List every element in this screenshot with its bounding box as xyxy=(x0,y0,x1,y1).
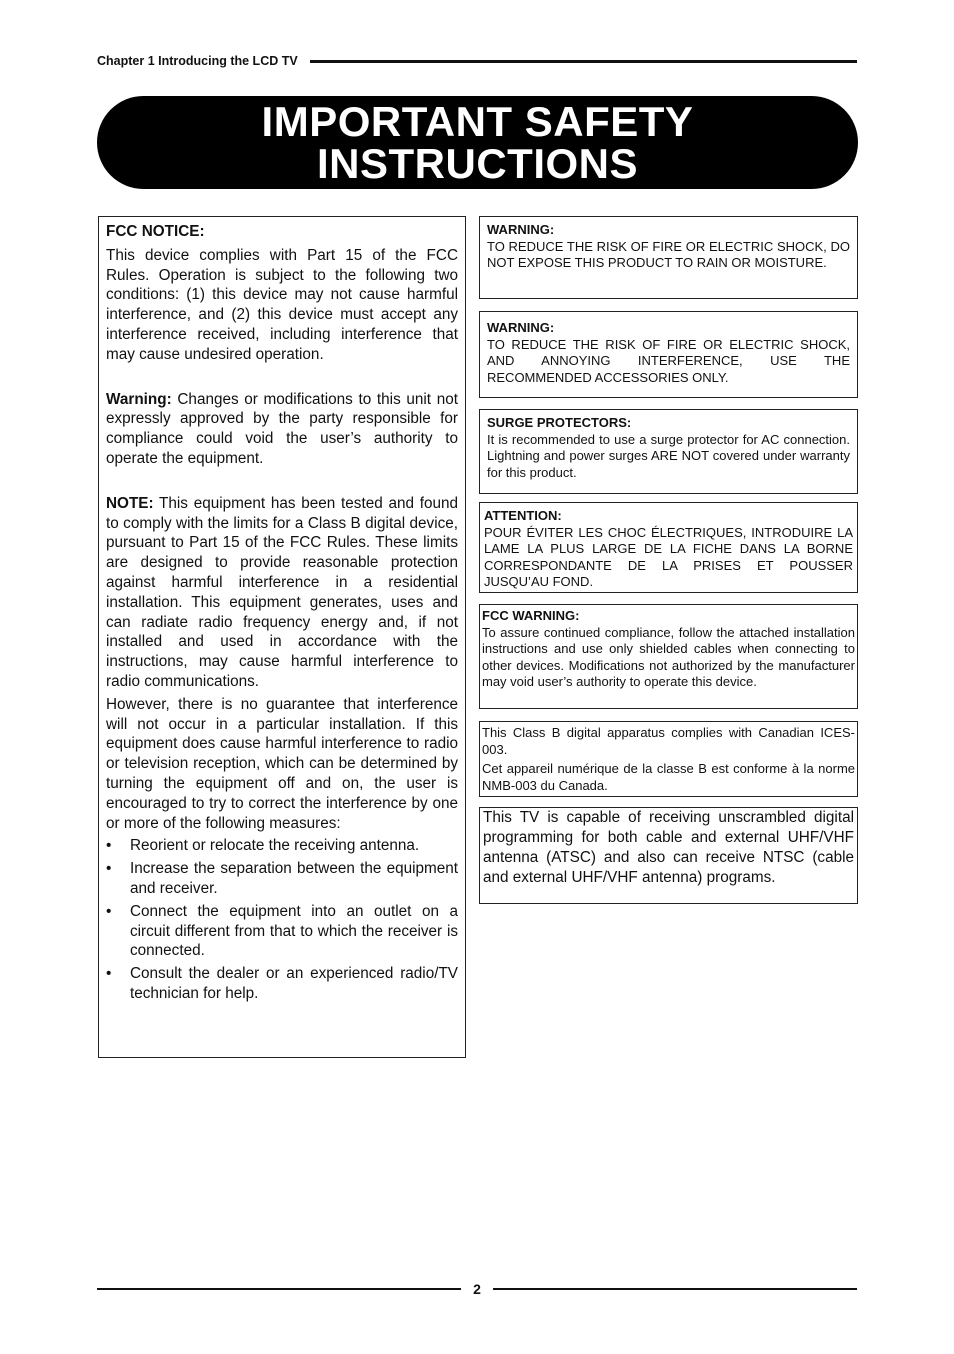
header-rule xyxy=(310,60,857,63)
attention-box xyxy=(479,502,858,593)
tv-capability-text: This TV is capable of receiving unscrambled digital programming for both cable and external UHF/VHF antenna (ATSC) and also can receive NTSC (cable and external UHF/VHF antenna) programs. xyxy=(483,809,854,886)
note-paragraph xyxy=(106,494,458,692)
canada-en: This Class B digital apparatus complies with Canadian ICES-003. xyxy=(482,725,855,757)
page-footer xyxy=(97,1280,857,1298)
fcc-notice-body: This device complies with Part 15 of the FCC Rules. Operation is subject to the following two conditions: (1) this device may not cause harmful interference, and (2) this device must accept any interference received, including interference that may cause undesired operation. xyxy=(106,246,458,363)
banner-line-1: IMPORTANT SAFETY xyxy=(261,97,694,145)
warning-rain-body: TO REDUCE THE RISK OF FIRE OR ELECTRIC SHOCK, DO NOT EXPOSE THIS PRODUCT TO RAIN OR MOISTURE. xyxy=(487,238,850,271)
list-item: • Reorient or relocate the receiving antenna. xyxy=(106,836,458,856)
fcc-notice-box xyxy=(98,216,466,1058)
chapter-header xyxy=(97,52,857,70)
attention-title: ATTENTION: xyxy=(484,508,562,523)
note-text: This equipment has been tested and found to comply with the limits for a Class B digital device, pursuant to Part 15 of the FCC Rules. These limits are designed to provide reasonable protection against harmful interference in a residential installation. This equipment generates, uses and can radiate radio frequency energy and, if not installed and used in accordance with the instructions, may cause harmful interference to radio communications. xyxy=(106,494,458,690)
safety-banner xyxy=(97,96,858,189)
measures-list xyxy=(106,836,458,1003)
banner-line-2: INSTRUCTIONS xyxy=(317,139,638,187)
list-item: • Connect the equipment into an outlet on a circuit different from that to which the receiver is connected. xyxy=(106,902,458,961)
note-label: NOTE: xyxy=(106,494,154,512)
warning-accessories-box xyxy=(479,311,858,398)
surge-body: It is recommended to use a surge protector for AC connection. Lightning and power surges ARE NOT covered under warranty for this product. xyxy=(487,431,850,480)
footer-rule-left xyxy=(97,1288,461,1290)
warning-rain-title: WARNING: xyxy=(487,222,555,237)
fcc-notice-title: FCC NOTICE: xyxy=(106,223,205,240)
fcc-warning-paragraph xyxy=(106,390,458,469)
attention-body: POUR ÉVITER LES CHOC ÉLECTRIQUES, INTRODUIRE LA LAME LA PLUS LARGE DE LA FICHE DANS LA BORNE CORRESPONDANTE DE LA PRISES ET POUSSER JUSQU’AU FOND. xyxy=(484,524,853,590)
surge-protectors-box xyxy=(479,409,858,494)
list-item: • Increase the separation between the equipment and receiver. xyxy=(106,859,458,899)
list-item: • Consult the dealer or an experienced radio/TV technician for help. xyxy=(106,964,458,1004)
page-number: 2 xyxy=(473,1281,481,1297)
warning-accessories-title: WARNING: xyxy=(487,320,555,335)
canada-fr: Cet appareil numérique de la classe B est conforme à la norme NMB-003 du Canada. xyxy=(482,761,855,793)
warning-rain-box xyxy=(479,216,858,299)
warning-accessories-body: TO REDUCE THE RISK OF FIRE OR ELECTRIC SHOCK, AND ANNOYING INTERFERENCE, USE THE RECOMMENDED ACCESSORIES ONLY. xyxy=(487,336,850,385)
tv-capability-box xyxy=(479,807,858,904)
fcc-warning-body: To assure continued compliance, follow the attached installation instructions and use only shielded cables when connecting to other devices. Modifications not authorized by the manufacturer may void user’s authority to operate this device. xyxy=(482,624,855,690)
warning-label: Warning: xyxy=(106,390,172,408)
surge-title: SURGE PROTECTORS: xyxy=(487,415,632,430)
canada-compliance-box xyxy=(479,721,858,797)
fcc-warning-box xyxy=(479,604,858,709)
chapter-title: Chapter 1 Introducing the LCD TV xyxy=(97,54,298,68)
footer-rule-right xyxy=(493,1288,857,1290)
warning-text: Changes or modifications to this unit not expressly approved by the party responsible for compliance could void the user’s authority to operate the equipment. xyxy=(106,390,458,467)
however-paragraph: However, there is no guarantee that interference will not occur in a particular installation. If this equipment does cause harmful interference to radio or television reception, which can be determined by turning the equipment off and on, the user is encouraged to try to correct the interference by one or more of the following measures: xyxy=(106,695,458,832)
fcc-warning-title: FCC WARNING: xyxy=(482,608,580,623)
